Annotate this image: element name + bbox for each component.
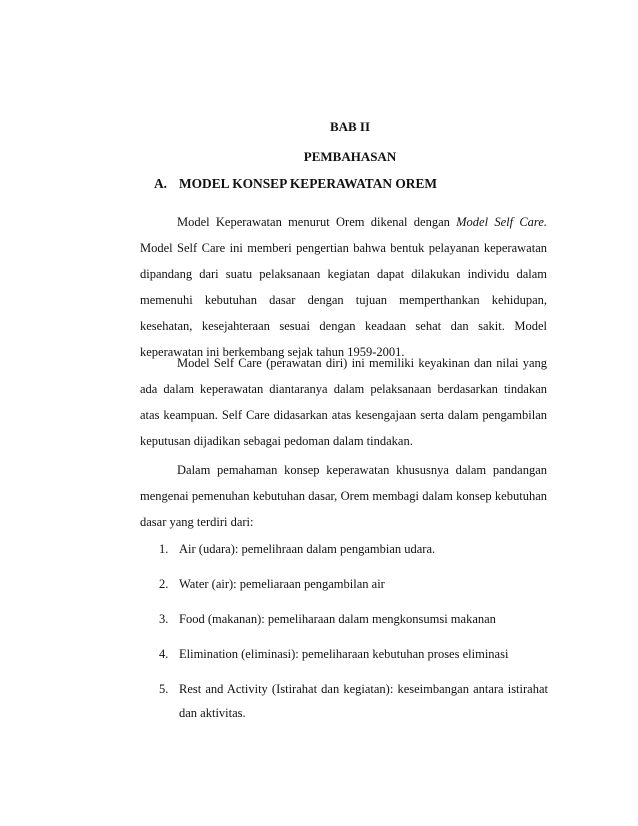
needs-list — [159, 537, 548, 736]
list-item-number: 2. — [159, 577, 169, 591]
paragraph-3: Dalam pemahaman konsep keperawatan khususnya dalam pandangan mengenai pemenuhan kebutuhan dasar, Orem membagi dalam konsep kebutuhan dasar yang terdiri dari: — [140, 463, 547, 529]
list-item-number: 5. — [159, 682, 169, 696]
list-item — [159, 607, 548, 631]
paragraph-1-emphasis: Model Self Care. — [456, 215, 547, 229]
chapter-heading: PEMBAHASAN — [303, 149, 397, 164]
list-item — [159, 677, 548, 725]
chapter-title: BAB II — [329, 119, 371, 134]
list-item-text: Water (air): pemeliaraan pengambilan air — [179, 577, 385, 591]
paragraph-1 — [140, 209, 547, 365]
list-item-number: 4. — [159, 647, 169, 661]
section-heading — [154, 176, 437, 192]
section-marker: A. — [154, 176, 168, 191]
section-title: MODEL KONSEP KEPERAWATAN OREM — [179, 176, 438, 191]
paragraph-1-rest: Model Self Care ini memberi pengertian bahwa bentuk pelayanan keperawatan dipandang dari suatu pelaksanaan kegiatan dapat dilakukan individu dalam memenuhi kebutuhan dasar dengan tujuan memperthankan kehidupan, kesehatan, kesejahteraan sesuai dengan keadaan sehat dan sakit. Model keperawatan ini berkembang sejak tahun 1959-2001. — [140, 241, 547, 359]
list-item-text: Food (makanan): pemeliharaan dalam mengkonsumsi makanan — [179, 612, 496, 626]
list-item-number: 1. — [159, 542, 169, 556]
list-item-text: Rest and Activity (Istirahat dan kegiatan): keseimbangan antara istirahat dan aktivitas. — [179, 682, 548, 720]
paragraph-1-start: Model Keperawatan menurut Orem dikenal dengan — [177, 215, 457, 229]
paragraph-2: Model Self Care (perawatan diri) ini memiliki keyakinan dan nilai yang ada dalam keperawatan diantaranya dalam pelaksanaan berdasarkan tindakan atas keampuan. Self Care didasarkan atas kesengajaan serta dalam pengambilan keputusan dijadikan sebagai pedoman dalam tindakan. — [140, 356, 547, 448]
list-item — [159, 642, 548, 666]
list-item — [159, 572, 548, 596]
list-item-number: 3. — [159, 612, 169, 626]
list-item-text: Air (udara): pemelihraan dalam pengambian udara. — [179, 542, 436, 556]
list-item-text: Elimination (eliminasi): pemeliharaan kebutuhan proses eliminasi — [179, 647, 509, 661]
list-item — [159, 537, 548, 561]
